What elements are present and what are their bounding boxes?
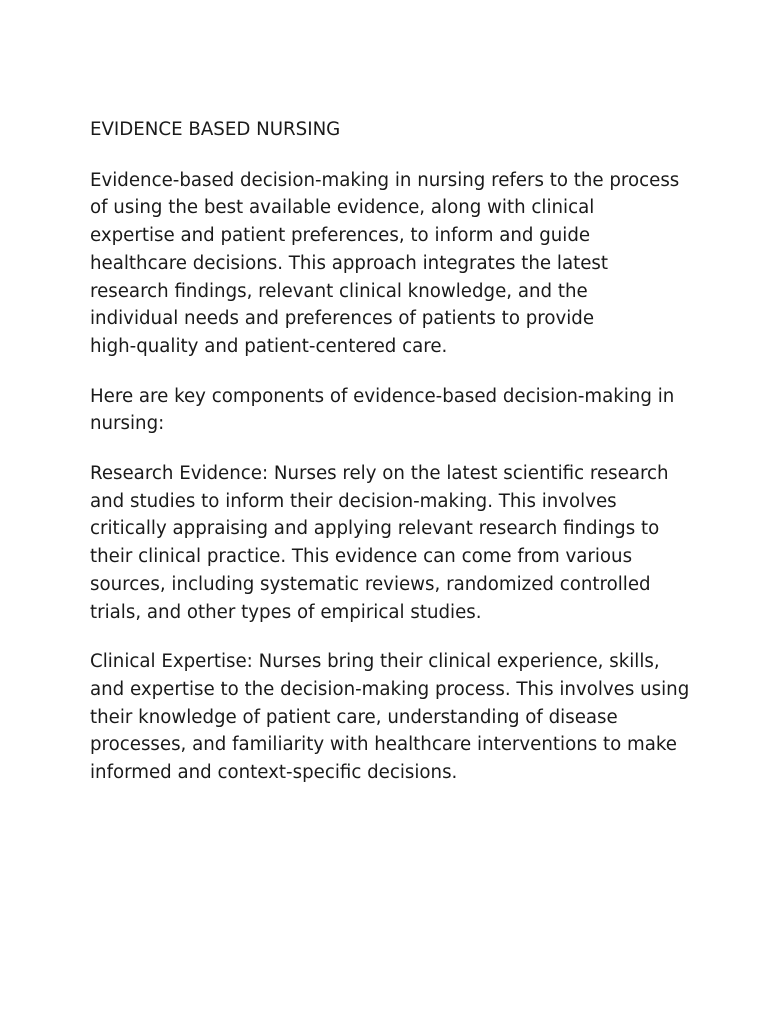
text-line: their clinical practice. This evidence can come from various (90, 546, 633, 568)
text-line: trials, and other types of empirical studies. (90, 601, 482, 623)
text-line: sources, including systematic reviews, randomized controlled (90, 573, 651, 595)
text-line: informed and context-specific decisions. (90, 762, 458, 784)
text-line: individual needs and preferences of patients to provide (90, 308, 595, 330)
paragraph-definition (90, 167, 690, 361)
text-line: high-quality and patient-centered care. (90, 335, 448, 357)
text-line: research findings, relevant clinical knowledge, and the (90, 280, 588, 302)
text-line: nursing: (90, 413, 165, 435)
text-line: and expertise to the decision-making process. This involves using (90, 678, 690, 700)
text-line: of using the best available evidence, along with clinical (90, 197, 595, 219)
text-line: Here are key components of evidence-based decision-making in (90, 385, 675, 407)
document-title: EVIDENCE BASED NURSING (90, 119, 341, 140)
document-body (90, 116, 690, 809)
text-line: their knowledge of patient care, understanding of disease (90, 706, 618, 728)
text-line: and studies to inform their decision-making. This involves (90, 490, 617, 512)
text-line: Evidence-based decision-making in nursing refers to the process (90, 169, 680, 191)
paragraph-clinical-expertise (90, 648, 690, 787)
paragraph-research-evidence (90, 460, 690, 626)
text-line: Research Evidence: Nurses rely on the latest scientific research (90, 463, 669, 485)
text-line: critically appraising and applying relevant research findings to (90, 518, 660, 540)
paragraph-key-components-intro (90, 383, 690, 438)
text-line: healthcare decisions. This approach integrates the latest (90, 252, 609, 274)
text-line: expertise and patient preferences, to inform and guide (90, 225, 591, 247)
text-line: processes, and familiarity with healthcare interventions to make (90, 734, 677, 756)
text-line: Clinical Expertise: Nurses bring their clinical experience, skills, (90, 651, 660, 673)
